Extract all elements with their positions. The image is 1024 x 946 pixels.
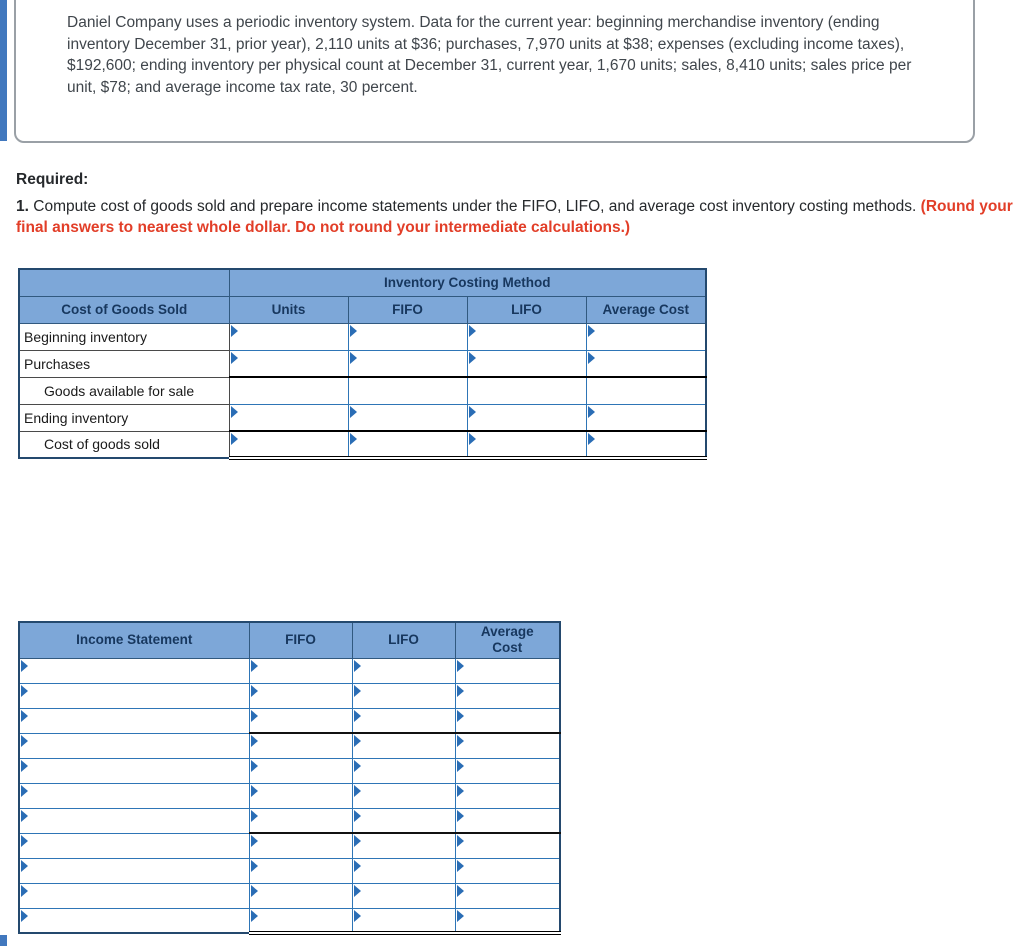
income-line-label-input-cell[interactable] [19,733,249,758]
income-line-label-input-cell[interactable] [19,658,249,683]
income-amount-input-cell[interactable] [249,883,352,908]
cogs-input-cell[interactable] [348,431,467,458]
income-amount-input-cell[interactable] [455,883,560,908]
income-amount-input-cell[interactable] [455,833,560,858]
cogs-table [18,268,707,460]
income-amount-input-cell[interactable] [249,733,352,758]
cogs-row-label: Ending inventory [19,404,229,431]
required-label: Required: [16,171,89,188]
income-amount-input-cell[interactable] [455,808,560,833]
income-line-label-input-cell[interactable] [19,758,249,783]
cogs-input-cell[interactable] [348,350,467,377]
cogs-corner-header [19,269,229,296]
cogs-computed-cell [586,377,706,404]
income-row [19,783,560,808]
income-amount-input-cell[interactable] [352,883,455,908]
income-row [19,658,560,683]
requirement-1-text [16,196,1018,238]
income-row [19,858,560,883]
income-amount-input-cell[interactable] [352,858,455,883]
income-line-label-input-cell[interactable] [19,808,249,833]
cogs-input-cell[interactable] [467,404,586,431]
cogs-input-cell[interactable] [586,431,706,458]
problem-statement-box [14,0,975,143]
income-row [19,808,560,833]
income-row [19,883,560,908]
cogs-computed-cell [348,377,467,404]
income-amount-input-cell[interactable] [249,908,352,933]
income-line-label-input-cell[interactable] [19,783,249,808]
cogs-header-fifo: FIFO [348,296,467,323]
cogs-input-cell[interactable] [467,431,586,458]
income-row [19,683,560,708]
cogs-computed-cell [467,377,586,404]
required-section [16,171,1018,238]
income-amount-input-cell[interactable] [352,683,455,708]
income-amount-input-cell[interactable] [249,783,352,808]
cogs-input-cell[interactable] [229,404,348,431]
next-section-accent-bar [0,935,7,946]
cogs-header-average-cost: Average Cost [586,296,706,323]
cogs-table-body [19,323,706,458]
income-amount-input-cell[interactable] [455,683,560,708]
cogs-row [19,404,706,431]
cogs-row [19,377,706,404]
income-amount-input-cell[interactable] [455,708,560,733]
cogs-input-cell[interactable] [348,404,467,431]
cogs-input-cell[interactable] [586,404,706,431]
income-row [19,833,560,858]
income-row [19,908,560,933]
income-amount-input-cell[interactable] [249,758,352,783]
income-amount-input-cell[interactable] [352,783,455,808]
income-row [19,733,560,758]
income-row [19,708,560,733]
cogs-group-header: Inventory Costing Method [229,269,706,296]
cogs-input-cell[interactable] [467,350,586,377]
cogs-input-cell[interactable] [586,350,706,377]
income-amount-input-cell[interactable] [455,758,560,783]
cogs-input-cell[interactable] [467,323,586,350]
cogs-header-label: Cost of Goods Sold [19,296,229,323]
cogs-input-cell[interactable] [348,323,467,350]
income-amount-input-cell[interactable] [455,658,560,683]
cogs-header-lifo: LIFO [467,296,586,323]
requirement-number: 1. [16,198,29,215]
income-amount-input-cell[interactable] [352,708,455,733]
requirement-body: Compute cost of goods sold and prepare income statements under the FIFO, LIFO, and average cost inventory costing methods. [33,198,917,215]
income-header-average-cost: Average Cost [455,622,560,658]
cogs-row [19,431,706,458]
income-header-label: Income Statement [19,622,249,658]
problem-text: Daniel Company uses a periodic inventory system. Data for the current year: beginning merchandise inventory (ending inventory December 31, prior year), 2,110 units at $36; purchases, 7,970 units at $38; expenses (excluding income taxes), $192,600; ending inventory per physical count at December 31, current year, 1,670 units; sales, 8,410 units; sales price per unit, $78; and average income tax rate, 30 percent. [67,14,912,96]
rounding-note: (Round your final answers to nearest whole dollar. Do not round your intermediate calculations.) [16,198,1013,236]
cogs-row [19,350,706,377]
income-amount-input-cell[interactable] [249,658,352,683]
cogs-row-label: Beginning inventory [19,323,229,350]
income-amount-input-cell[interactable] [455,733,560,758]
income-amount-input-cell[interactable] [352,758,455,783]
cogs-input-cell[interactable] [229,350,348,377]
income-line-label-input-cell[interactable] [19,833,249,858]
cogs-row-label: Goods available for sale [19,377,229,404]
cogs-input-cell[interactable] [229,431,348,458]
income-amount-input-cell[interactable] [455,858,560,883]
income-amount-input-cell[interactable] [352,833,455,858]
income-line-label-input-cell[interactable] [19,908,249,933]
income-amount-input-cell[interactable] [249,708,352,733]
income-amount-input-cell[interactable] [352,908,455,933]
income-table-body [19,658,560,933]
income-amount-input-cell[interactable] [352,808,455,833]
income-amount-input-cell[interactable] [249,833,352,858]
income-amount-input-cell[interactable] [249,808,352,833]
cogs-computed-cell [229,377,348,404]
income-amount-input-cell[interactable] [249,683,352,708]
income-line-label-input-cell[interactable] [19,883,249,908]
income-amount-input-cell[interactable] [249,858,352,883]
cogs-row [19,323,706,350]
income-header-fifo: FIFO [249,622,352,658]
cogs-input-cell[interactable] [229,323,348,350]
income-row [19,758,560,783]
cogs-header-units: Units [229,296,348,323]
income-amount-input-cell[interactable] [352,658,455,683]
income-amount-input-cell[interactable] [455,783,560,808]
problem-box-accent-bar [0,0,7,141]
income-line-label-input-cell[interactable] [19,683,249,708]
income-amount-input-cell[interactable] [455,908,560,933]
cogs-row-label: Cost of goods sold [19,431,229,458]
income-statement-table [18,621,561,935]
income-header-lifo: LIFO [352,622,455,658]
income-amount-input-cell[interactable] [352,733,455,758]
cogs-input-cell[interactable] [586,323,706,350]
income-line-label-input-cell[interactable] [19,708,249,733]
cogs-row-label: Purchases [19,350,229,377]
income-line-label-input-cell[interactable] [19,858,249,883]
